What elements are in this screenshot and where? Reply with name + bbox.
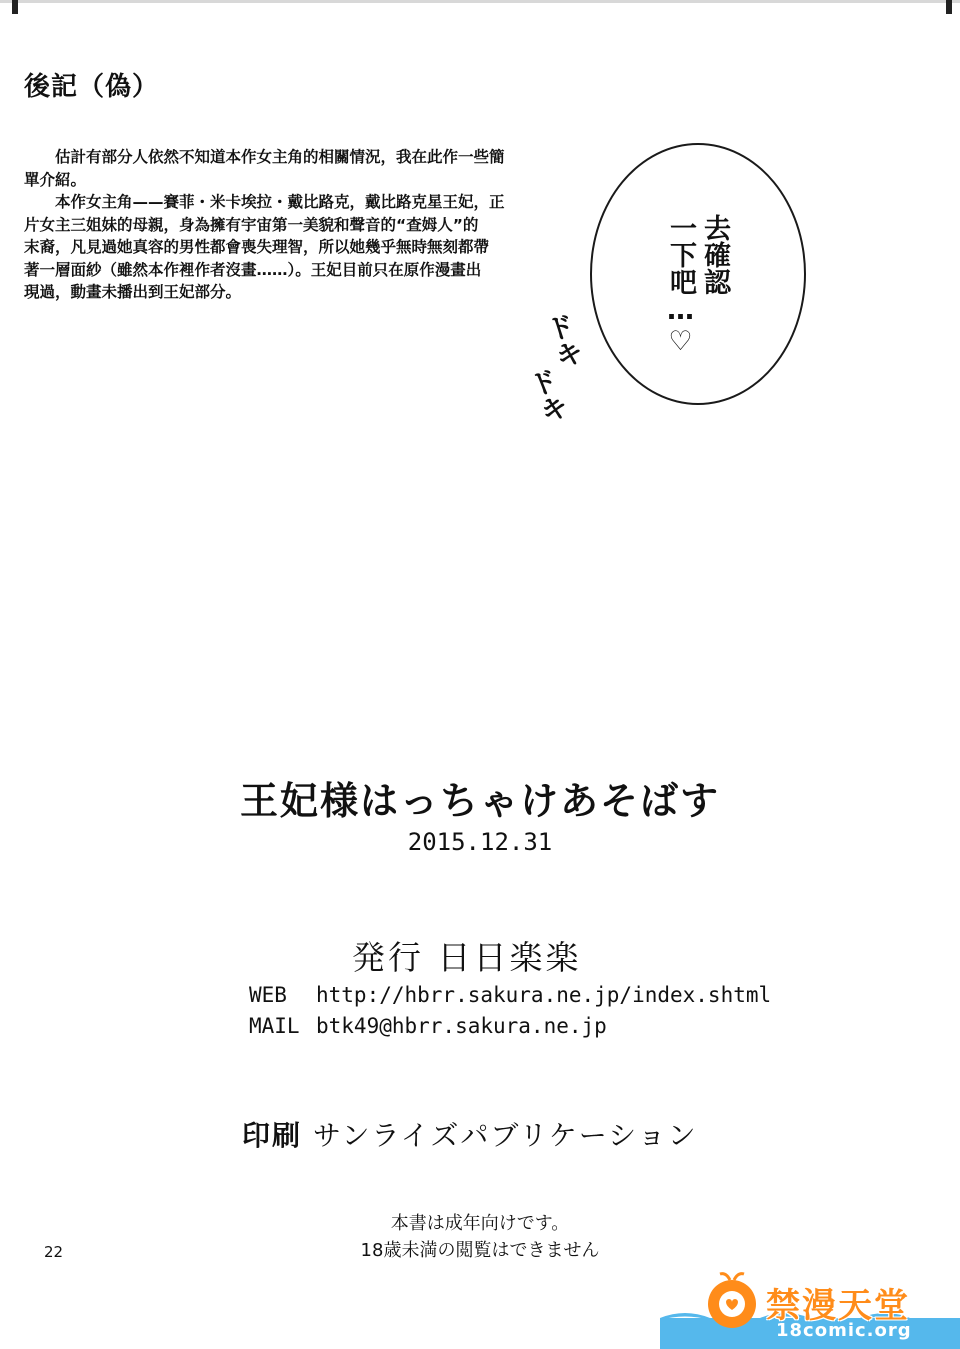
watermark-url: 18comic.org: [776, 1320, 912, 1341]
printer-line: [242, 1114, 698, 1154]
book-title: 王妃様はっちゃけあそばす: [239, 778, 720, 823]
whale-mascot-icon: [700, 1268, 764, 1332]
crop-mark-left: [12, 0, 18, 14]
sound-effect-2: ドキ: [521, 363, 574, 428]
web-label: WEB: [249, 983, 287, 1007]
publication-date: 2015.12.31: [407, 828, 553, 856]
mail-address-link[interactable]: btk49@hbrr.sakura.ne.jp: [316, 1014, 607, 1038]
sound-effect-1: ドキ: [539, 309, 588, 373]
speech-bubble-line-1: 去確認: [699, 214, 730, 295]
afterword-title: 後記（偽）: [24, 72, 160, 102]
watermark-brand: 禁漫天堂: [766, 1286, 910, 1326]
adult-notice-line-2: 18歳未満の閲覧はできません: [360, 1240, 600, 1261]
afterword-body: 估計有部分人依然不知道本作女主角的相關情況，我在此作一些簡 單介紹。 本作女主角——賽菲・米卡埃拉・戴比路克，戴比路克星王妃，正 片女主三姐妹的母親，身為擁有宇宙第一美貌和聲音的“查姆人”的 末裔，凡見過她真容的男性都會喪失理智，所以她幾乎無時無刻都帶 著一層面紗（雖然本作裡作者沒畫……）。王妃目前只在原作漫畫出 現過，動畫未播出到王妃部分。: [24, 148, 505, 301]
speech-bubble: [590, 143, 806, 405]
adult-notice: [0, 1210, 960, 1264]
mail-label: MAIL: [249, 1014, 300, 1038]
printer-name: サンライズパブリケーション: [312, 1119, 698, 1152]
speech-bubble-line-2: 一下吧…♡: [665, 214, 696, 357]
adult-notice-line-1: 本書は成年向けです。: [390, 1213, 570, 1234]
page-number: 22: [44, 1243, 64, 1261]
publisher-line: 発行 日日楽楽: [352, 938, 582, 977]
crop-mark-right: [946, 0, 952, 14]
scan-top-edge: [0, 0, 960, 3]
web-url-link[interactable]: http://hbrr.sakura.ne.jp/index.shtml: [316, 983, 772, 1007]
printer-label: 印刷: [242, 1119, 303, 1152]
